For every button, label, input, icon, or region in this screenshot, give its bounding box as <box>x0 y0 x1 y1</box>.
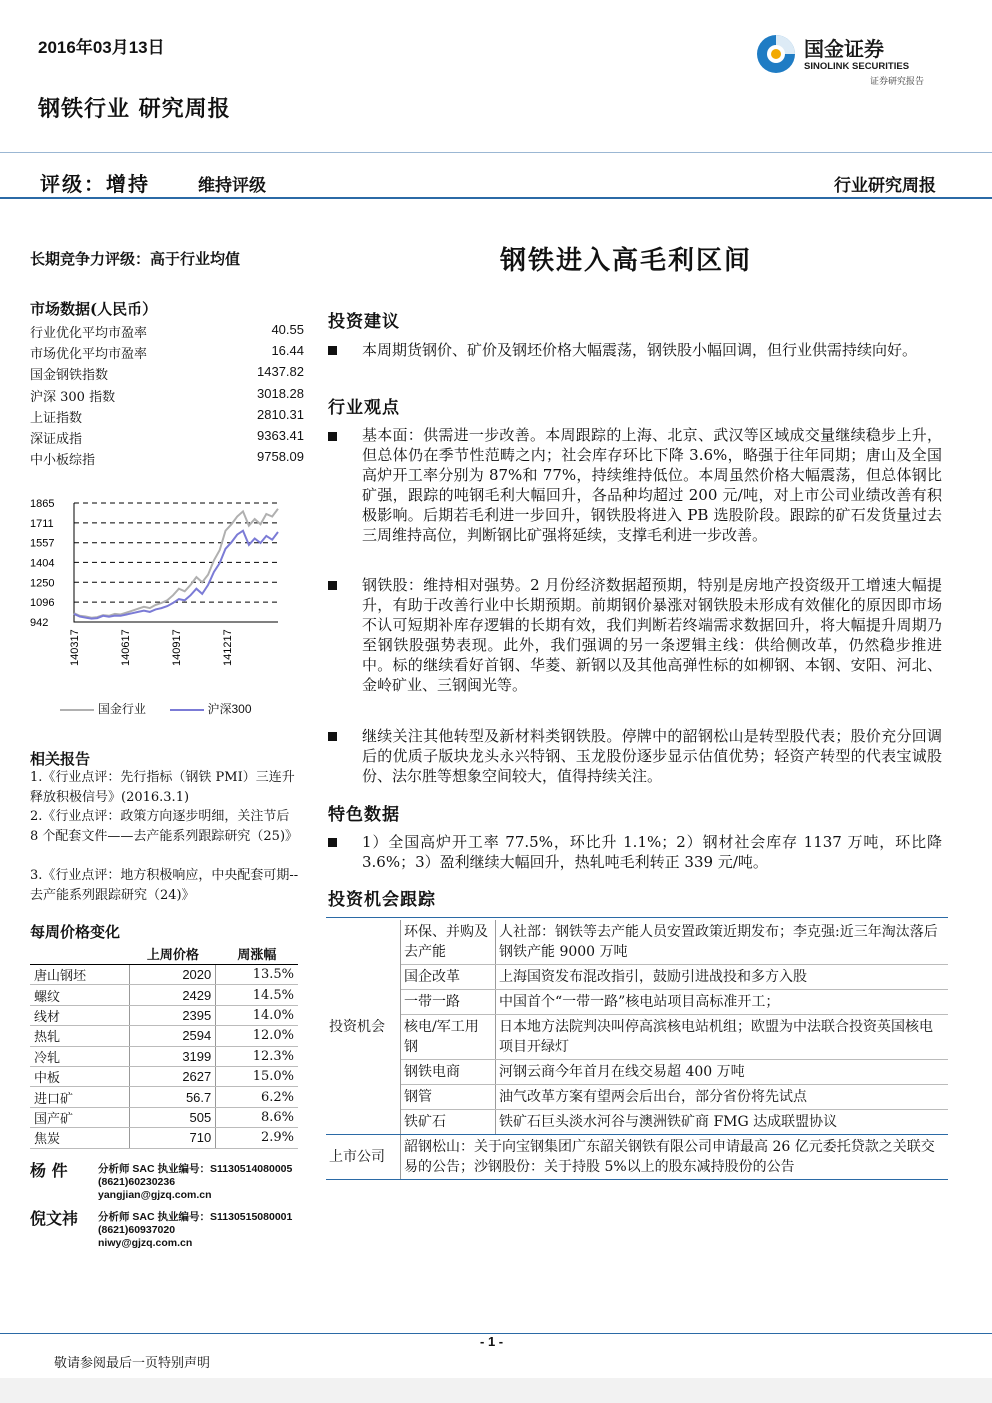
chart-legend <box>60 700 252 717</box>
company-logo <box>752 32 942 90</box>
market-data-row <box>30 386 304 407</box>
bullet-square-icon <box>328 732 338 742</box>
special-data-paragraph: 1）全国高炉开工率 77.5%，环比升 1.1%；2）钢材社会库存 1137 万吨，环比降 3.6%；3）盈利继续大幅回升，热轧吨毛利转正 339 元/吨。 <box>362 833 942 871</box>
market-data-value: 3018.28 <box>257 385 304 401</box>
header-divider <box>0 197 992 199</box>
x-tick-label: 141217 <box>222 629 234 666</box>
series-line <box>74 531 278 619</box>
column-header <box>30 942 130 965</box>
market-data-label: 国金钢铁指数 <box>30 368 109 384</box>
column-header: 上周价格 <box>130 942 216 965</box>
weekly-price-table <box>30 942 298 1149</box>
opportunity-body <box>326 920 948 1180</box>
logo-sub-text: 证券研究报告 <box>870 77 925 87</box>
long-term-rating: 长期竞争力评级：高于行业均值 <box>30 250 241 268</box>
weekly-prices-heading: 每周价格变化 <box>30 923 121 941</box>
weekly-price-body <box>30 965 298 1149</box>
logo-en-text: SINOLINK SECURITIES <box>804 61 910 72</box>
weekly-change-cell: 6.2% <box>216 1087 298 1107</box>
table-row <box>326 1135 948 1180</box>
opportunity-theme-cell: 国企改革 <box>401 965 496 990</box>
y-tick-label: 1250 <box>30 577 55 590</box>
product-name-cell: 进口矿 <box>30 1087 130 1107</box>
market-data-row <box>30 449 304 470</box>
market-data-label: 沪深 300 指数 <box>30 389 116 405</box>
opportunity-news-cell: 中国首个“一带一路”核电站项目高标准开工； <box>496 990 949 1015</box>
legend-swatch-industry <box>60 709 94 711</box>
analyst-name: 杨 件 <box>30 1161 68 1180</box>
opportunity-news-cell: 日本地方法院判决叫停高滨核电站机组；欧盟为中法联合投资英国核电项目开绿灯 <box>496 1015 949 1060</box>
product-name-cell: 热轧 <box>30 1026 130 1046</box>
opportunity-news-cell: 上海国资发布混改指引，鼓励引进战投和多方入股 <box>496 965 949 990</box>
view-fundamentals: 基本面：供需进一步改善。本周跟踪的上海、北京、武汉等区域成交量继续稳步上升，但总体仍在季节性范畴之内；社会库存环比下降 3.6%，略强于往年同期；唐山及全国高炉开工率分别为 87%和 77%，持续维持低位。本周虽然价格大幅震荡，但总体钢比矿强，跟踪的吨钢毛利大幅回升，各品种均超过 200 元/吨，对上市公司业绩改善有积极影响。后期若毛利进一步回升，钢铁股将进入 PB 选股阶段。跟踪的矿石发货量过去三周维持高位，判断钢比矿强将延续，支撑毛利进一步改善。 <box>362 426 942 544</box>
table-row <box>30 1046 298 1066</box>
advice-heading: 投资建议 <box>328 312 400 332</box>
opportunity-theme-cell: 核电/军工用钢 <box>401 1015 496 1060</box>
opportunity-news-cell: 人社部：钢铁等去产能人员安置政策近期发布；李克强:近三年淘汰落后钢铁产能 9000 万吨 <box>496 920 949 965</box>
product-name-cell: 唐山钢坯 <box>30 965 130 985</box>
product-name-cell: 中板 <box>30 1066 130 1086</box>
market-data-label: 上证指数 <box>30 410 83 426</box>
product-name-cell: 焦炭 <box>30 1128 130 1148</box>
product-name-cell: 冷轧 <box>30 1046 130 1066</box>
analyst-email[interactable]: niwy@gjzq.com.cn <box>98 1237 193 1249</box>
table-row <box>30 1107 298 1127</box>
table-row <box>326 1110 948 1135</box>
weekly-change-cell: 8.6% <box>216 1107 298 1127</box>
y-tick-label: 942 <box>30 617 49 629</box>
bullet-square-icon <box>328 581 338 591</box>
table-row <box>30 985 298 1005</box>
table-row <box>30 1128 298 1148</box>
opportunity-news-cell: 铁矿石巨头淡水河谷与澳洲铁矿商 FMG 达成联盟协议 <box>496 1110 949 1135</box>
opportunity-theme-cell: 铁矿石 <box>401 1110 496 1135</box>
product-name-cell: 螺纹 <box>30 985 130 1005</box>
opportunity-theme-cell: 一带一路 <box>401 990 496 1015</box>
opportunity-theme-cell: 环保、并购及去产能 <box>401 920 496 965</box>
special-data-heading: 特色数据 <box>328 805 400 825</box>
header-divider-thin <box>0 152 992 153</box>
table-row <box>326 920 948 965</box>
view-steel-stocks: 钢铁股：维持相对强势。2 月份经济数据超预期，特别是房地产投资级开工增速大幅提升，有助于改善行业中长期预期。前期钢价暴涨对钢铁股未形成有效催化的原因即市场不认可短期补库存逻辑的长期有效，我们判断若终端需求数据回升，将大幅提升周期乃至钢铁股强势表现。此外，我们强调的另一条逻辑主线：供给侧改革，仍然稳步推进中。标的继续看好首钢、华菱、新钢以及其他高弹性标的如柳钢、本钢、安阳、河北、金岭矿业、三钢闽光等。 <box>362 576 942 694</box>
last-price-cell: 505 <box>130 1107 216 1127</box>
market-data-row <box>30 322 304 343</box>
last-price-cell: 2627 <box>130 1066 216 1086</box>
related-reports-heading: 相关报告 <box>30 750 91 768</box>
bullet-square-icon <box>328 838 338 848</box>
market-data-row <box>30 343 304 364</box>
weekly-change-cell: 12.0% <box>216 1026 298 1046</box>
y-tick-label: 1404 <box>30 557 55 570</box>
market-data-label: 行业优化平均市盈率 <box>30 326 148 341</box>
report-title: 钢铁行业 研究周报 <box>38 96 231 122</box>
weekly-change-cell: 14.0% <box>216 1005 298 1025</box>
product-name-cell: 国产矿 <box>30 1107 130 1127</box>
opportunity-table-top-rule <box>326 917 948 918</box>
analyst-contact <box>98 1211 292 1250</box>
analyst-phone: (8621)60937020 <box>98 1224 176 1236</box>
market-data-label: 深证成指 <box>30 432 83 447</box>
related-report-item[interactable]: 2.《行业点评：政策方向逐步明细，关注节后 8 个配套文件——去产能系列跟踪研究（25)》 <box>30 809 299 844</box>
legend-label-industry: 国金行业 <box>97 702 146 716</box>
table-row <box>30 1026 298 1046</box>
legend-label-hs300: 沪深300 <box>207 702 252 716</box>
analyst-email[interactable]: yangjian@gjzq.com.cn <box>98 1189 212 1201</box>
market-data-row <box>30 364 304 385</box>
last-price-cell: 710 <box>130 1128 216 1148</box>
table-row <box>326 1060 948 1085</box>
last-price-cell: 56.7 <box>130 1087 216 1107</box>
table-row <box>326 965 948 990</box>
market-data-value: 9758.09 <box>257 449 304 465</box>
report-type: 行业研究周报 <box>834 176 936 196</box>
analyst-sac: 分析师 SAC 执业编号：S1130514080005 <box>98 1163 293 1175</box>
market-data-row <box>30 407 304 428</box>
x-tick-label: 140317 <box>69 629 81 666</box>
last-price-cell: 2594 <box>130 1026 216 1046</box>
product-name-cell: 线材 <box>30 1005 130 1025</box>
weekly-change-cell: 12.3% <box>216 1046 298 1066</box>
analyst-sac: 分析师 SAC 执业编号：S1130515080001 <box>98 1211 293 1223</box>
sinolink-logo-icon <box>752 32 942 90</box>
view-transformation: 继续关注其他转型及新材料类钢铁股。停牌中的韶钢松山是转型股代表；股价充分回调后的优质子版块龙头永兴特钢、玉龙股份逐步显示估值优势；轻资产转型的代表宝诚股份、法尔胜等想象空间较大，值得持续关注。 <box>362 727 942 785</box>
analyst-contact <box>98 1163 292 1202</box>
y-tick-label: 1096 <box>30 597 55 610</box>
x-tick-label: 140917 <box>171 629 183 666</box>
table-row <box>30 1087 298 1107</box>
x-tick-label: 140617 <box>120 629 132 666</box>
market-data-value: 9363.41 <box>257 428 304 443</box>
opportunity-group-cell: 上市公司 <box>326 1135 401 1180</box>
table-row <box>326 1085 948 1110</box>
table-row <box>30 1005 298 1025</box>
bullet-square-icon <box>328 432 338 442</box>
last-price-cell: 2429 <box>130 985 216 1005</box>
last-price-cell: 2395 <box>130 1005 216 1025</box>
last-price-cell: 3199 <box>130 1046 216 1066</box>
table-row <box>326 990 948 1015</box>
price-index-chart <box>28 494 308 684</box>
legend-swatch-hs300 <box>170 709 204 711</box>
table-row <box>326 1015 948 1060</box>
opportunity-group-cell: 投资机会 <box>326 920 401 1135</box>
related-report-item[interactable]: 3.《行业点评：地方积极响应，中央配套可期--去产能系列跟踪研究（24)》 <box>30 868 299 903</box>
weekly-change-cell: 2.9% <box>216 1128 298 1148</box>
bottom-band <box>0 1378 992 1403</box>
rating-action: 维持评级 <box>198 176 266 196</box>
weekly-change-cell: 15.0% <box>216 1066 298 1086</box>
last-price-cell: 2020 <box>130 965 216 985</box>
rating-label: 评级：增持 <box>40 172 150 196</box>
table-row <box>30 965 298 985</box>
logo-cn-text: 国金证券 <box>804 37 884 61</box>
main-title: 钢铁进入高毛利区间 <box>500 246 753 276</box>
market-data-label: 市场优化平均市盈率 <box>30 347 148 363</box>
bullet-square-icon <box>328 346 338 356</box>
opportunity-table <box>326 920 948 1180</box>
opportunity-heading: 投资机会跟踪 <box>328 890 436 910</box>
page-number: - 1 - <box>480 1334 504 1349</box>
listed-company-news-cell: 韶钢松山：关于向宝钢集团广东韶关钢铁有限公司申请最高 26 亿元委托贷款之关联交易的公告；沙钢股份：关于持股 5%以上的股东减持股份的公告 <box>401 1135 949 1180</box>
analyst-name: 倪文祎 <box>30 1209 79 1228</box>
y-tick-label: 1711 <box>30 517 54 530</box>
y-tick-label: 1557 <box>30 537 55 550</box>
opportunity-news-cell: 油气改革方案有望两会后出台，部分省份将先试点 <box>496 1085 949 1110</box>
analyst-phone: (8621)60230236 <box>98 1176 176 1188</box>
table-row <box>30 1066 298 1086</box>
report-date: 2016年03月13日 <box>38 38 165 57</box>
market-data-row <box>30 428 304 449</box>
opportunity-theme-cell: 钢管 <box>401 1085 496 1110</box>
y-tick-label: 1865 <box>30 498 55 510</box>
related-report-item[interactable]: 1.《行业点评：先行指标（钢铁 PMI）三连升释放积极信号》(2016.3.1) <box>30 770 295 805</box>
disclaimer-note: 敬请参阅最后一页特别声明 <box>54 1356 211 1371</box>
market-data-value: 40.55 <box>271 322 304 337</box>
opportunity-news-cell: 河钢云商今年首月在线交易超 400 万吨 <box>496 1060 949 1085</box>
opportunity-theme-cell: 钢铁电商 <box>401 1060 496 1085</box>
advice-paragraph: 本周期货钢价、矿价及钢坯价格大幅震荡，钢铁股小幅回调，但行业供需持续向好。 <box>362 341 918 359</box>
market-data-value: 1437.82 <box>257 364 304 380</box>
views-heading: 行业观点 <box>328 398 400 418</box>
column-header: 周涨幅 <box>216 942 298 965</box>
table-header-row <box>30 942 298 965</box>
market-data-heading: 市场数据(人民币） <box>30 300 158 318</box>
weekly-change-cell: 13.5% <box>216 965 298 985</box>
market-data-value: 2810.31 <box>257 406 304 422</box>
market-data-value: 16.44 <box>271 343 304 359</box>
market-data-label: 中小板综指 <box>30 453 96 469</box>
weekly-change-cell: 14.5% <box>216 985 298 1005</box>
